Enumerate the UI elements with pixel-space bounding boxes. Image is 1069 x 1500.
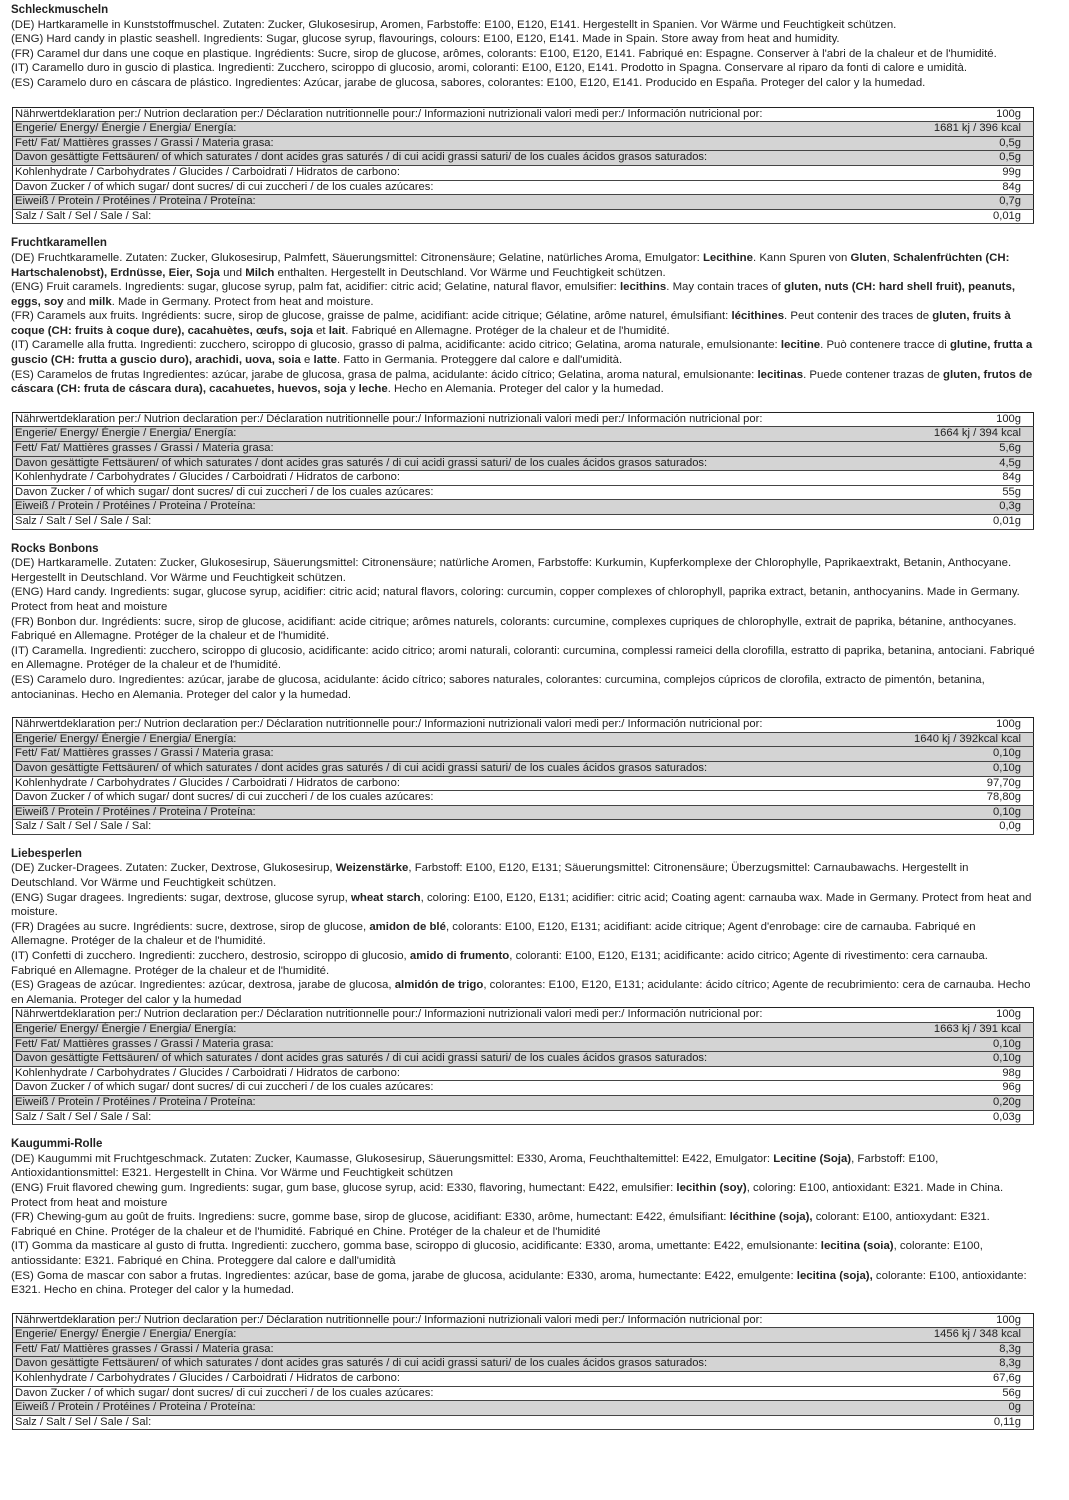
- ingredients-paragraph: [11, 280, 1035, 309]
- nutrient-label: Kohlenhydrate / Carbohydrates / Glucides / Carboidrati / Hidratos de carbono:: [13, 1372, 860, 1387]
- nutrient-value: 0g: [859, 1401, 1034, 1416]
- nutrient-value: 0,10g: [859, 1052, 1034, 1067]
- allergen-text: glutine, frutta a guscio (CH: frutta a guscio duro), arachidi, uova, soia: [11, 339, 1033, 367]
- nutrition-row: [13, 791, 1034, 806]
- text-segment: , colorants: E100, E120, E131; acidifiant: acide citrique; Agent d'enrobage: cire de carnauba. Fabriqué en Allemagne. Protéger de la chaleur et de l'humidité.: [11, 920, 976, 948]
- nutrition-table: [12, 717, 1034, 835]
- ingredients-paragraph: [11, 949, 1035, 978]
- nutrition-table: [12, 1007, 1034, 1125]
- ingredients-paragraph: [11, 585, 1035, 614]
- product-title: Rocks Bonbons: [11, 542, 99, 555]
- nutrition-table: [12, 1313, 1034, 1431]
- nutrient-value: 0,5g: [859, 151, 1034, 166]
- nutrition-row: [13, 1081, 1034, 1096]
- allergen-text: lecitine: [780, 339, 821, 352]
- text-segment: (ES) Grageas de azúcar. Ingredientes: azúcar, dextrosa, jarabe de glucosa,: [11, 979, 395, 992]
- text-segment: (DE) Zucker-Dragees. Zutaten: Zucker, Dextrose, Glukosesirup,: [11, 862, 336, 875]
- product-title: Kaugummi-Rolle: [11, 1138, 103, 1151]
- nutrition-row: [13, 151, 1034, 166]
- product-section: [11, 847, 1035, 1137]
- text-segment: (DE) Hartkaramelle. Zutaten: Zucker, Glukosesirup, Säuerungsmittel: Citronensäure; natürliche Aromen, Farbstoffe: Kurkumin, Kupferkomplexe der Chlorophylle, Paprikaextrakt, Betanin, Anthocyane. Hergestellt in Deutschland. Vor Wärme und Feuchtigkeit schützen.: [11, 557, 1012, 584]
- nutrient-label: Fett/ Fat/ Mattières grasses / Grassi / Materia grasa:: [13, 1342, 860, 1357]
- nutrition-row: [13, 1401, 1034, 1416]
- allergen-text: amido di frumento: [409, 950, 510, 963]
- ingredients-paragraph: [11, 644, 1035, 673]
- text-segment: (ENG) Sugar dragees. Ingredients: sugar, dextrose, glucose syrup,: [11, 891, 351, 904]
- allergen-text: almidón de trigo: [394, 979, 484, 992]
- text-segment: (IT) Gomma da masticare al gusto di frutta. Ingredienti: zucchero, gomma base, sciroppo di glucosio, acidificante: E330, aroma, umettante: E422, emulsionante:: [11, 1240, 821, 1253]
- nutrition-row: [13, 1415, 1034, 1430]
- nutrient-label: Salz / Salt / Sel / Sale / Sal:: [13, 820, 860, 835]
- nutrition-row: [13, 820, 1034, 835]
- allergen-text: lecithins: [620, 281, 667, 294]
- allergen-text: gluten, nuts (CH: hard shell fruit), peanuts, eggs, soy: [11, 281, 1015, 308]
- allergen-text: milk: [88, 295, 112, 308]
- nutrient-label: Nährwertdeklaration per:/ Nutrion declaration per:/ Déclaration nutritionnelle pour:/ Informazioni nutrizionali valori medi per:/ Información nutricional por:: [13, 718, 860, 733]
- text-segment: . Hecho en Alemania. Proteger del calor y la humedad.: [387, 383, 664, 396]
- nutrient-value: 0,7g: [859, 195, 1034, 210]
- nutrient-label: Davon Zucker / of which sugar/ dont sucres/ di cui zuccheri / de los cuales azúcares:: [13, 1386, 860, 1401]
- nutrient-label: Davon gesättigte Fettsäuren/ of which saturates / dont acides gras saturés / di cui acidi grassi saturi/ de los cuales ácidos grasos saturados:: [13, 1052, 860, 1067]
- ingredients-paragraph: [11, 18, 1035, 33]
- allergen-text: gluten, frutos de cáscara (CH: fruta de cáscara dura), cacahuetes, huevos, soja: [11, 368, 1033, 396]
- text-segment: (IT) Caramella. Ingredienti: zucchero, sciroppo di glucosio, acidificante: acido citrico; aromi naturali, coloranti: curcumina, complessi rameici della clorofilla, estratto di paprika, betanina, antociani. Fabriqué en Allemagne. Protéger de la chaleur et de l'humidité.: [11, 644, 1035, 672]
- text-segment: (ENG) Fruit caramels. Ingredients: sugar, glucose syrup, palm fat, acidifier: citric acid; Gelatine, natural flavor, emulsifier:: [11, 281, 621, 294]
- nutrient-label: Fett/ Fat/ Mattières grasses / Grassi / Materia grasa:: [13, 136, 860, 151]
- text-segment: (ES) Caramelo duro en cáscara de plástico. Ingredientes: Azúcar, jarabe de glucosa, sabores, colorantes: E100, E120, E141. Producido en España. Proteger del calor y la humedad.: [11, 76, 926, 89]
- nutrition-row: [13, 776, 1034, 791]
- nutrient-value: 84g: [859, 180, 1034, 195]
- ingredients-paragraph: [11, 1152, 1035, 1181]
- nutrition-row: [13, 122, 1034, 137]
- nutrient-value: 0,10g: [859, 747, 1034, 762]
- ingredients-paragraph: [11, 1210, 1035, 1239]
- nutrition-row: [13, 1357, 1034, 1372]
- text-segment: (ES) Caramelo duro. Ingredientes: azúcar, jarabe de glucosa, acidulante: ácido cítrico; sabores naturales, colorantes: curcumina, complejos cúpricos de clorofila, extracto de pimentón, betanina, antocianinas. Hecho en Alemania. Proteger del calor y la humedad.: [11, 673, 985, 701]
- nutrition-row: [13, 805, 1034, 820]
- nutrient-label: Davon Zucker / of which sugar/ dont sucres/ di cui zuccheri / de los cuales azúcares:: [13, 180, 860, 195]
- allergen-text: amidon de blé: [369, 920, 446, 933]
- nutrient-label: Fett/ Fat/ Mattières grasses / Grassi / Materia grasa:: [13, 1037, 860, 1052]
- nutrition-row: [13, 442, 1034, 457]
- nutrition-row: [13, 165, 1034, 180]
- allergen-text: Schalenfrüchten (CH: Hartschalenobst), Erdnüsse, Eier, Soja: [11, 251, 1010, 279]
- nutrition-row: [13, 195, 1034, 210]
- nutrient-value: 0,11g: [859, 1415, 1034, 1430]
- ingredients-paragraph: [11, 368, 1035, 397]
- nutrition-row: [13, 1328, 1034, 1343]
- nutrient-value: 0,3g: [859, 500, 1034, 515]
- nutrient-label: Davon gesättigte Fettsäuren/ of which saturates / dont acides gras saturés / di cui acidi grassi saturi/ de los cuales ácidos grasos saturados:: [13, 1357, 860, 1372]
- nutrient-value: 0,10g: [859, 761, 1034, 776]
- text-segment: enthalten. Hergestellt in Deutschland. Vor Wärme und Feuchtigkeit schützen.: [274, 266, 666, 279]
- product-title: Fruchtkaramellen: [11, 237, 107, 250]
- nutrient-label: Engerie/ Energy/ Énergie / Energia/ Energía:: [13, 1328, 860, 1343]
- nutrition-header-row: [13, 1313, 1034, 1328]
- nutrition-row: [13, 747, 1034, 762]
- text-segment: (ES) Caramelos de frutas Ingredientes: azúcar, jarabe de glucosa, grasa de palma, acidulante: ácido cítrico; Gelatina, aroma natural, emulsionante:: [11, 368, 758, 381]
- nutrient-label: Eiweiß / Protein / Protéines / Proteina / Proteína:: [13, 1095, 860, 1110]
- ingredients-paragraph: [11, 47, 1035, 62]
- nutrient-value: 56g: [859, 1386, 1034, 1401]
- product-section: [11, 542, 1035, 847]
- nutrient-label: Engerie/ Energy/ Énergie / Energia/ Energía:: [13, 732, 860, 747]
- text-segment: und: [219, 266, 246, 279]
- nutrition-row: [13, 180, 1034, 195]
- nutrient-value: 0,20g: [859, 1095, 1034, 1110]
- allergen-text: Gluten: [850, 251, 887, 264]
- nutrition-table: [12, 412, 1034, 530]
- ingredients-paragraph: [11, 32, 1035, 47]
- text-segment: y: [346, 383, 359, 396]
- ingredients-paragraph: [11, 673, 1035, 702]
- nutrition-header-row: [13, 718, 1034, 733]
- ingredients-paragraph: [11, 861, 1035, 890]
- text-segment: . Fabriqué en Allemagne. Protéger de la chaleur et de l'humidité.: [345, 324, 670, 337]
- nutrient-value: 5,6g: [859, 442, 1034, 457]
- allergen-text: leche: [358, 383, 388, 396]
- allergen-text: lécithine (soja),: [729, 1211, 813, 1224]
- nutrient-label: Engerie/ Energy/ Énergie / Energia/ Energía:: [13, 427, 860, 442]
- allergen-text: Lecithine: [702, 251, 753, 264]
- text-segment: . Fatto in Germania. Proteggere dal calore e dall'umidità.: [336, 354, 623, 367]
- nutrient-value: 55g: [859, 485, 1034, 500]
- text-segment: (FR) Caramel dur dans une coque en plastique. Ingrédients: Sucre, sirop de glucose, arômes, colorants: E100, E120, E141. Fabriqué en: Espagne. Conserver à l'abri de la chaleur et de l'humidité.: [11, 47, 997, 60]
- text-segment: (ENG) Hard candy. Ingredients: sugar, glucose syrup, acidifier: citric acid; natural flavors, coloring: curcumin, copper complexes of chlorophyll, paprika extract, betanin, anthocyanins. Made in Germany. Protect from heat and moisture: [11, 586, 1020, 613]
- nutrition-table: [12, 107, 1034, 225]
- text-segment: (DE) Hartkaramelle in Kunststoffmuschel. Zutaten: Zucker, Glukosesirup, Aromen, Farbstoffe: E100, E120, E141. Hergestellt in Spanien. Vor Wärme und Feuchtigkeit schützen.: [11, 18, 897, 31]
- allergen-text: wheat starch: [351, 891, 421, 904]
- ingredients-paragraph: [11, 978, 1035, 1007]
- nutrient-label: Engerie/ Energy/ Énergie / Energia/ Energía:: [13, 122, 860, 137]
- text-segment: (DE) Fruchtkaramelle. Zutaten: Zucker, Glukosesirup, Palmfett, Säuerungsmittel: Citronensäure; Gelatine, natürliches Aroma, Emulgator:: [11, 251, 703, 264]
- nutrient-value: 100g: [859, 1313, 1034, 1328]
- product-title: Schleckmuscheln: [11, 4, 109, 16]
- text-segment: (FR) Bonbon dur. Ingrédients: sucre, sirop de glucose, acidifiant: acide citrique; arômes naturels, colorants: curcumine, complexes cupriques de chlorophylle, extrait de paprika, bétanine, anthocyanes. Fabriqué en Allemagne. Protéger de la chaleur et de l'humidité.: [11, 615, 1017, 643]
- nutrition-header-row: [13, 1008, 1034, 1023]
- text-segment: (FR) Chewing-gum au goût de fruits. Ingrediens: sucre, gomme base, sirop de glucose, acidifiant: E330, arôme, humectant: E422, émulsifiant:: [11, 1211, 730, 1224]
- nutrient-label: Nährwertdeklaration per:/ Nutrion declaration per:/ Déclaration nutritionnelle pour:/ Informazioni nutrizionali valori medi per:/ Información nutricional por:: [13, 1313, 860, 1328]
- nutrition-header-row: [13, 107, 1034, 122]
- nutrient-label: Salz / Salt / Sel / Sale / Sal:: [13, 209, 860, 224]
- nutrient-value: 8,3g: [859, 1342, 1034, 1357]
- nutrient-value: 0,0g: [859, 820, 1034, 835]
- nutrient-value: 78,80g: [859, 791, 1034, 806]
- nutrition-row: [13, 485, 1034, 500]
- text-segment: , coloranti: E100, E120, E131; acidificante: acido citrico; Agente di rivestimento: cera carnauba. Fabriqué en Allemagne. Protéger de la chaleur et de l'humidité.: [11, 950, 988, 977]
- nutrition-row: [13, 515, 1034, 530]
- ingredients-paragraph: [11, 891, 1035, 920]
- nutrient-value: 1681 kj / 396 kcal: [859, 122, 1034, 137]
- nutrition-row: [13, 1052, 1034, 1067]
- nutrient-value: 0,5g: [859, 136, 1034, 151]
- nutrient-label: Nährwertdeklaration per:/ Nutrion declaration per:/ Déclaration nutritionnelle pour:/ Informazioni nutrizionali valori medi per:/ Información nutricional por:: [13, 412, 860, 427]
- nutrient-label: Eiweiß / Protein / Protéines / Proteina / Proteína:: [13, 500, 860, 515]
- text-segment: , coloring: E100, E120, E131; acidifier: citric acid; Coating agent: carnauba wax. Made in Germany. Protect from heat and moisture.: [11, 891, 1032, 919]
- text-segment: et: [312, 324, 329, 337]
- nutrition-row: [13, 1372, 1034, 1387]
- nutrition-row: [13, 209, 1034, 224]
- nutrition-row: [13, 1342, 1034, 1357]
- text-segment: e: [300, 354, 314, 367]
- nutrient-label: Kohlenhydrate / Carbohydrates / Glucides / Carboidrati / Hidratos de carbono:: [13, 165, 860, 180]
- allergen-text: lecitina (soia): [820, 1240, 894, 1253]
- nutrition-row: [13, 1023, 1034, 1038]
- text-segment: , colorantes: E100, E120, E131; acidulante: ácido cítrico; Agente de recubrimiento: cera de carnauba. Hecho en Alemania. Proteger del calor y la humedad: [11, 979, 1031, 1006]
- nutrient-label: Fett/ Fat/ Mattières grasses / Grassi / Materia grasa:: [13, 442, 860, 457]
- text-segment: . May contain traces of: [666, 281, 784, 294]
- ingredients-paragraph: [11, 251, 1035, 280]
- nutrient-label: Eiweiß / Protein / Protéines / Proteina / Proteína:: [13, 1401, 860, 1416]
- nutrient-value: 96g: [859, 1081, 1034, 1096]
- text-segment: and: [63, 295, 89, 308]
- text-segment: . Peut contenir des traces de: [784, 310, 933, 323]
- product-information-sheet: [11, 3, 1035, 1442]
- text-segment: (ENG) Hard candy in plastic seashell. Ingredients: Sugar, glucose syrup, flavourings, colours: E100, E120, E141. Made in Spain. Store away from heat and humidity.: [11, 33, 840, 46]
- allergen-text: lait: [328, 324, 346, 337]
- nutrient-label: Salz / Salt / Sel / Sale / Sal:: [13, 1110, 860, 1125]
- nutrient-value: 0,03g: [859, 1110, 1034, 1125]
- allergen-text: lecithin (soy): [676, 1181, 747, 1194]
- nutrition-row: [13, 1095, 1034, 1110]
- ingredients-paragraph: [11, 338, 1035, 367]
- allergen-text: Weizenstärke: [335, 862, 409, 875]
- text-segment: (FR) Dragées au sucre. Ingrédients: sucre, dextrose, sirop de glucose,: [11, 920, 370, 933]
- text-segment: . Kann Spuren von: [752, 251, 851, 264]
- nutrient-value: 1664 kj / 394 kcal: [859, 427, 1034, 442]
- nutrition-header-row: [13, 412, 1034, 427]
- nutrient-label: Kohlenhydrate / Carbohydrates / Glucides / Carboidrati / Hidratos de carbono:: [13, 471, 860, 486]
- nutrient-label: Kohlenhydrate / Carbohydrates / Glucides / Carboidrati / Hidratos de carbono:: [13, 776, 860, 791]
- nutrient-value: 0,10g: [859, 805, 1034, 820]
- nutrient-label: Salz / Salt / Sel / Sale / Sal:: [13, 1415, 860, 1430]
- nutrient-label: Nährwertdeklaration per:/ Nutrion declaration per:/ Déclaration nutritionnelle pour:/ Informazioni nutrizionali valori medi per:/ Información nutricional por:: [13, 1008, 860, 1023]
- nutrient-label: Engerie/ Energy/ Énergie / Energia/ Energía:: [13, 1023, 860, 1038]
- ingredients-paragraph: [11, 1181, 1035, 1210]
- text-segment: . Made in Germany. Protect from heat and moisture.: [111, 295, 374, 308]
- ingredients-paragraph: [11, 1269, 1035, 1298]
- allergen-text: lecitina (soja),: [796, 1269, 873, 1282]
- nutrient-value: 4,5g: [859, 456, 1034, 471]
- nutrient-label: Eiweiß / Protein / Protéines / Proteina / Proteína:: [13, 195, 860, 210]
- ingredients-paragraph: [11, 556, 1035, 585]
- nutrition-row: [13, 456, 1034, 471]
- nutrient-label: Davon gesättigte Fettsäuren/ of which saturates / dont acides gras saturés / di cui acidi grassi saturi/ de los cuales ácidos grasos saturados:: [13, 456, 860, 471]
- nutrient-value: 0,01g: [859, 209, 1034, 224]
- nutrient-value: 97,70g: [859, 776, 1034, 791]
- nutrient-value: 0,10g: [859, 1037, 1034, 1052]
- nutrition-row: [13, 471, 1034, 486]
- nutrient-value: 1456 kj / 348 kcal: [859, 1328, 1034, 1343]
- text-segment: , coloring: E100, antioxidant: E321. Made in China. Protect from heat and moisture: [11, 1181, 1004, 1209]
- nutrient-label: Eiweiß / Protein / Protéines / Proteina / Proteína:: [13, 805, 860, 820]
- text-segment: (FR) Caramels aux fruits. Ingrédients: sucre, sirop de glucose, graisse de palme, acidifiant: acide citrique; Gélatine, arôme naturel, émulsifiant:: [11, 310, 732, 323]
- allergen-text: lécithines: [731, 310, 785, 323]
- allergen-text: lecitinas: [757, 368, 804, 381]
- product-section: [11, 1137, 1035, 1442]
- nutrient-label: Davon Zucker / of which sugar/ dont sucres/ di cui zuccheri / de los cuales azúcares:: [13, 791, 860, 806]
- nutrient-label: Davon gesättigte Fettsäuren/ of which saturates / dont acides gras saturés / di cui acidi grassi saturi/ de los cuales ácidos grasos saturados:: [13, 761, 860, 776]
- nutrient-label: Kohlenhydrate / Carbohydrates / Glucides / Carboidrati / Hidratos de carbono:: [13, 1066, 860, 1081]
- nutrient-value: 84g: [859, 471, 1034, 486]
- nutrition-row: [13, 1110, 1034, 1125]
- ingredients-paragraph: [11, 1239, 1035, 1268]
- nutrient-value: 1663 kj / 391 kcal: [859, 1023, 1034, 1038]
- nutrition-row: [13, 1037, 1034, 1052]
- allergen-text: Milch: [245, 266, 275, 279]
- nutrient-value: 1640 kj / 392kcal kcal: [859, 732, 1034, 747]
- text-segment: , Farbstoff: E100, E120, E131; Säuerungsmittel: Citronensäure; Überzugsmittel: Carnaubawachs. Hergestellt in Deutschland. Vor Wärme und Feuchtigkeit schützen.: [11, 862, 969, 890]
- nutrient-value: 100g: [859, 412, 1034, 427]
- ingredients-paragraph: [11, 76, 1035, 91]
- nutrient-value: 100g: [859, 1008, 1034, 1023]
- product-section: [11, 236, 1035, 541]
- nutrition-row: [13, 500, 1034, 515]
- nutrient-label: Nährwertdeklaration per:/ Nutrion declaration per:/ Déclaration nutritionnelle pour:/ Informazioni nutrizionali valori medi per:/ Información nutricional por:: [13, 107, 860, 122]
- ingredients-paragraph: [11, 61, 1035, 76]
- nutrition-row: [13, 1386, 1034, 1401]
- allergen-text: gluten, fruits à coque (CH: fruits à coque dure), cacahuètes, œufs, soja: [11, 310, 1011, 337]
- nutrient-label: Davon Zucker / of which sugar/ dont sucres/ di cui zuccheri / de los cuales azúcares:: [13, 485, 860, 500]
- nutrient-value: 100g: [859, 107, 1034, 122]
- product-section: [11, 3, 1035, 236]
- text-segment: , colorante: E100, antiossidante: E321. Fabriqué en China. Proteggere dal calore e dall'umidità: [11, 1240, 983, 1267]
- allergen-text: Lecitine (Soja): [773, 1152, 852, 1165]
- text-segment: ,: [886, 251, 893, 264]
- nutrient-label: Salz / Salt / Sel / Sale / Sal:: [13, 515, 860, 530]
- text-segment: . Puede contener trazas de: [803, 368, 944, 381]
- nutrient-value: 67,6g: [859, 1372, 1034, 1387]
- nutrient-label: Davon gesättigte Fettsäuren/ of which saturates / dont acides gras saturés / di cui acidi grassi saturi/ de los cuales ácidos grasos saturados:: [13, 151, 860, 166]
- text-segment: (IT) Caramelle alla frutta. Ingredienti: zucchero, sciroppo di glucosio, grasso di palma, acidificante: acido citrico; Gelatina, aroma naturale, emulsionante:: [11, 339, 781, 352]
- nutrition-row: [13, 732, 1034, 747]
- ingredients-paragraph: [11, 615, 1035, 644]
- text-segment: (ES) Goma de mascar con sabor a frutas. Ingredientes: azúcar, base de goma, jarabe de glucosa, acidulante: E330, aroma, humectante: E422, emulgente:: [11, 1269, 797, 1282]
- nutrition-row: [13, 761, 1034, 776]
- text-segment: (IT) Confetti di zucchero. Ingredienti: zucchero, destrosio, sciroppo di glucosio,: [11, 950, 410, 963]
- allergen-text: latte: [313, 354, 337, 367]
- nutrition-row: [13, 136, 1034, 151]
- nutrient-label: Fett/ Fat/ Mattières grasses / Grassi / Materia grasa:: [13, 747, 860, 762]
- ingredients-paragraph: [11, 309, 1035, 338]
- nutrition-row: [13, 427, 1034, 442]
- text-segment: colorante: E100, antioxidante: E321. Hecho en china. Proteger del calor y la humedad.: [11, 1269, 1027, 1297]
- text-segment: (IT) Caramello duro in guscio di plastica. Ingredienti: Zucchero, sciroppo di glucosio, aromi, coloranti: E100, E120, E141. Prodotto in Spagna. Conservare al riparo da fonti di calore e umidità.: [11, 62, 968, 75]
- nutrient-value: 99g: [859, 165, 1034, 180]
- nutrient-value: 98g: [859, 1066, 1034, 1081]
- text-segment: , Farbstoff: E100, Antioxidantionsmittel: E321. Hergestellt in China. Vor Wärme und Feuchtigkeit schützen: [11, 1152, 939, 1180]
- text-segment: . Può contenere tracce di: [820, 339, 950, 352]
- nutrient-value: 0,01g: [859, 515, 1034, 530]
- product-title: Liebesperlen: [11, 847, 82, 860]
- ingredients-paragraph: [11, 920, 1035, 949]
- text-segment: colorant: E100, antioxydant: E321. Fabriqué en Chine. Protéger de la chaleur et de l'humidité. Fabriqué en Chine. Protéger de la chaleur et de l'humidité: [11, 1211, 990, 1238]
- nutrient-label: Davon Zucker / of which sugar/ dont sucres/ di cui zuccheri / de los cuales azúcares:: [13, 1081, 860, 1096]
- nutrient-value: 8,3g: [859, 1357, 1034, 1372]
- text-segment: (DE) Kaugummi mit Fruchtgeschmack. Zutaten: Zucker, Kaumasse, Glukosesirup, Säuerungsmittel: E330, Aroma, Feuchthaltemittel: E422, Emulgator:: [11, 1152, 774, 1165]
- nutrient-value: 100g: [859, 718, 1034, 733]
- text-segment: (ENG) Fruit flavored chewing gum. Ingredients: sugar, gum base, glucose syrup, acid: E330, flavoring, humectant: E422, emulsifier:: [11, 1181, 677, 1194]
- nutrition-row: [13, 1066, 1034, 1081]
